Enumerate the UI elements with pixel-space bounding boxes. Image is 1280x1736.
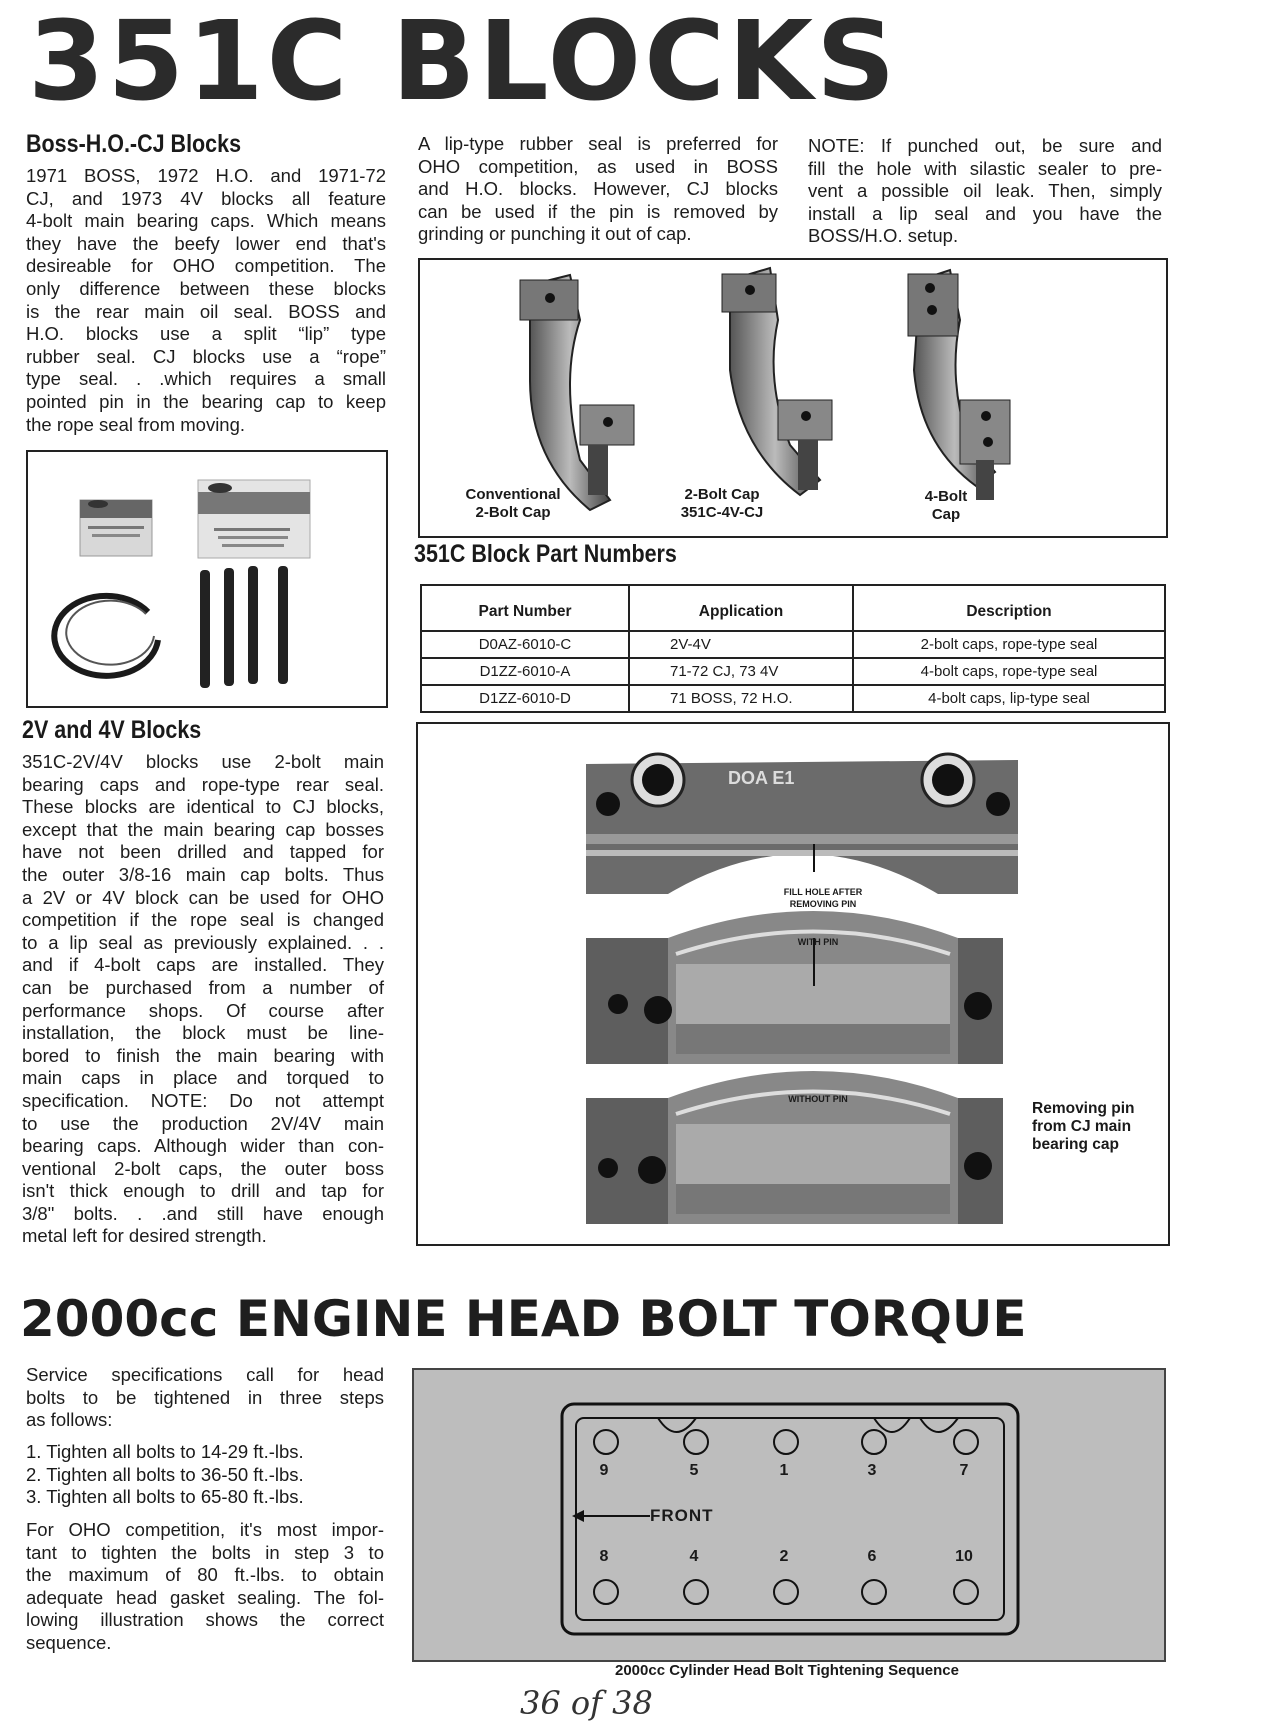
- cap-caption-conventional: Conventional 2-Bolt Cap: [465, 486, 561, 521]
- part-number-cell: D1ZZ-6010-D: [421, 685, 629, 712]
- paragraph-line: tant to tighten the bolts in step 3 to: [26, 1541, 384, 1563]
- block-with-pin: [586, 911, 1003, 1064]
- bolt-hole: [683, 1429, 709, 1455]
- bolt-sequence-number: 2: [779, 1548, 789, 1565]
- paragraph-line: ventional 2-bolt caps, the outer boss: [22, 1157, 384, 1179]
- paragraph-line: 3/8" bolts. . .and still have enough: [22, 1202, 384, 1224]
- description-cell: 4-bolt caps, lip-type seal: [853, 685, 1165, 712]
- 2v-4v-blocks-heading: 2V and 4V Blocks: [22, 716, 202, 744]
- bolt-sequence-number: 10: [955, 1548, 973, 1565]
- table-row: [421, 631, 1165, 658]
- paragraph-line: NOTE: If punched out, be sure and: [808, 135, 1162, 156]
- bolt-sequence-number: 6: [867, 1548, 877, 1565]
- rope-seal: [224, 568, 234, 686]
- conventional-2-bolt-cap: [520, 275, 634, 510]
- paragraph-line: metal left for desired strength.: [22, 1225, 267, 1247]
- paragraph-line: install a lip seal and you have the: [808, 202, 1162, 224]
- application-cell: 71 BOSS, 72 H.O.: [629, 685, 853, 712]
- paragraph-line: CJ, and 1973 4V blocks all feature: [26, 187, 386, 209]
- paragraph-line: bearing caps. Although wider than con-: [22, 1135, 384, 1157]
- paragraph-line: grinding or punching it out of cap.: [418, 223, 692, 245]
- paragraph-line: can be used if the pin is removed by: [418, 200, 778, 222]
- bolt-sequence-number: 3: [867, 1462, 877, 1479]
- description-cell: 2-bolt caps, rope-type seal: [853, 631, 1165, 658]
- paragraph-line: rubber seal. CJ blocks use a “rope”: [26, 345, 386, 367]
- paragraph-line: and H.O. blocks. However, CJ blocks: [418, 178, 778, 200]
- bolt-sequence-number: 5: [689, 1462, 699, 1479]
- paragraph-line: competition if the rope seal is changed: [22, 909, 384, 931]
- bolt-hole: [861, 1579, 887, 1605]
- handwritten-page-number: 36 of 38: [520, 1684, 653, 1722]
- bolt-hole: [773, 1429, 799, 1455]
- torque-closing-paragraph: [26, 1519, 384, 1655]
- bolt-hole: [953, 1579, 979, 1605]
- bolt-hole: [683, 1579, 709, 1605]
- paragraph-line: the maximum of 80 ft.-lbs. to obtain: [26, 1564, 384, 1586]
- table-header-row: [421, 585, 1165, 631]
- table-row: [421, 658, 1165, 685]
- paragraph-line: specification. NOTE: Do not attempt: [22, 1089, 384, 1111]
- paragraph-line: vent a possible oil leak. Then, simply: [808, 180, 1162, 202]
- paragraph-line: isn't thick enough to drill and tap for: [22, 1180, 384, 1202]
- pin-removal-figure: [416, 722, 1170, 1246]
- page-title: 351C BLOCKS: [28, 0, 899, 125]
- boss-ho-cj-heading: Boss-H.O.-CJ Blocks: [26, 130, 242, 158]
- head-bolt-torque-heading: 2000cc ENGINE HEAD BOLT TORQUE: [20, 1290, 1027, 1348]
- paragraph-line: adequate head gasket sealing. The fol-: [26, 1586, 384, 1608]
- note-paragraph: [808, 135, 1162, 248]
- paragraph-line: and if 4-bolt caps are installed. They: [22, 954, 384, 976]
- bolt-sequence-number: 9: [599, 1462, 609, 1479]
- head-bolt-diagram: [412, 1368, 1166, 1662]
- paragraph-line: as follows:: [26, 1409, 113, 1431]
- paragraph-line: sequence.: [26, 1631, 112, 1653]
- seal-kit-illustration: [28, 452, 386, 706]
- paragraph-line: except that the main bearing cap bosses: [22, 818, 384, 840]
- paragraph-line: main caps in place and torqued to: [22, 1067, 384, 1089]
- part-numbers-heading: 351C Block Part Numbers: [414, 540, 677, 568]
- application-cell: 71-72 CJ, 73 4V: [629, 658, 853, 685]
- pin-removal-illustration: [418, 724, 1168, 1244]
- paragraph-line: lowing illustration shows the correct: [26, 1609, 384, 1631]
- bolt-sequence-number: 7: [959, 1462, 969, 1479]
- paragraph-line: OHO competition, as used in BOSS: [418, 155, 778, 177]
- 2-bolt-cap-351c-4v-cj: [722, 268, 832, 495]
- cj-main-bearing-cap: [586, 754, 1018, 894]
- paragraph-line: bearing caps and rope-type rear seal.: [22, 773, 384, 795]
- bolt-hole: [593, 1579, 619, 1605]
- bolt-hole: [953, 1429, 979, 1455]
- ford-logo: [88, 500, 108, 508]
- paragraph-line: desireable for OHO competition. The: [26, 255, 386, 277]
- boss-ho-cj-paragraph: [26, 165, 386, 436]
- column-header: Description: [853, 585, 1165, 631]
- cap-caption-2-bolt-cj: 2-Bolt Cap 351C-4V-CJ: [680, 486, 764, 521]
- paragraph-line: 4-bolt main bearing caps. Which means: [26, 210, 386, 232]
- paragraph-line: to a lip seal as previously explained. . .: [22, 931, 384, 953]
- paragraph-line: Service specifications call for head: [26, 1364, 384, 1385]
- paragraph-line: type seal. . .which requires a small: [26, 368, 386, 390]
- bolt-hole: [773, 1579, 799, 1605]
- table-row: [421, 685, 1165, 712]
- paragraph-line: to use the production 2V/4V main: [22, 1112, 384, 1134]
- bolt-hole: [861, 1429, 887, 1455]
- rope-seal: [248, 566, 258, 684]
- 4-bolt-cap: [908, 270, 1010, 500]
- pin-removal-caption: Removing pin from CJ main bearing cap: [1032, 1100, 1135, 1153]
- paragraph-line: the rope seal from moving.: [26, 413, 246, 435]
- paragraph-line: These blocks are identical to CJ blocks,: [22, 796, 384, 818]
- paragraph-line: installation, the block must be line-: [22, 1022, 384, 1044]
- paragraph-line: they have the beefy lower end that's: [26, 232, 386, 254]
- torque-steps-list: [26, 1441, 384, 1509]
- paragraph-line: only difference between these blocks: [26, 277, 386, 299]
- without-pin-label: WITHOUT PIN: [788, 1094, 848, 1104]
- paragraph-line: fill the hole with silastic sealer to pre-: [808, 157, 1162, 179]
- front-label: FRONT: [650, 1506, 714, 1525]
- paragraph-line: pointed pin in the bearing cap to keep: [26, 390, 386, 412]
- column-header: Part Number: [421, 585, 629, 631]
- paragraph-line: For OHO competition, it's most impor-: [26, 1519, 384, 1540]
- paragraph-line: A lip-type rubber seal is preferred for: [418, 133, 778, 154]
- rope-seal: [278, 566, 288, 684]
- part-numbers-table: [420, 584, 1166, 713]
- paragraph-line: 351C-2V/4V blocks use 2-bolt main: [22, 751, 384, 772]
- paragraph-line: the outer 3/8-16 main cap bolts. Thus: [22, 863, 384, 885]
- cap-caption-4-bolt: 4-Bolt Cap: [924, 488, 968, 523]
- torque-step: 2. Tighten all bolts to 36-50 ft.-lbs.: [26, 1463, 304, 1485]
- lip-seal-paragraph: [418, 133, 778, 246]
- head-diagram-caption: 2000cc Cylinder Head Bolt Tightening Sequence: [615, 1662, 959, 1679]
- 2v-4v-blocks-paragraph: [22, 751, 384, 1248]
- paragraph-line: BOSS/H.O. setup.: [808, 225, 959, 247]
- with-pin-label: WITH PIN: [797, 937, 839, 947]
- ford-logo: [208, 483, 232, 493]
- paragraph-line: is the rear main oil seal. BOSS and: [26, 300, 386, 322]
- cylinder-head-outline: [414, 1370, 1164, 1660]
- torque-intro-paragraph: [26, 1364, 384, 1432]
- packet-label-band: [198, 492, 310, 514]
- application-cell: 2V-4V: [629, 631, 853, 658]
- bolt-sequence-number: 4: [689, 1548, 699, 1565]
- paragraph-line: a 2V or 4V block can be used for OHO: [22, 886, 384, 908]
- paragraph-line: bored to finish the main bearing with: [22, 1044, 384, 1066]
- casting-mark: DOA E1: [728, 768, 795, 788]
- part-number-cell: D1ZZ-6010-A: [421, 658, 629, 685]
- part-number-cell: D0AZ-6010-C: [421, 631, 629, 658]
- torque-step: 3. Tighten all bolts to 65-80 ft.-lbs.: [26, 1486, 304, 1508]
- torque-step: 1. Tighten all bolts to 14-29 ft.-lbs.: [26, 1441, 304, 1462]
- paragraph-line: have not been drilled and tapped for: [22, 841, 384, 863]
- seal-kit-photo: [26, 450, 388, 708]
- paragraph-line: can be purchased from a number of: [22, 976, 384, 998]
- bolt-sequence-number: 8: [599, 1548, 609, 1565]
- bolt-hole: [593, 1429, 619, 1455]
- bearing-caps-figure: [418, 258, 1168, 538]
- fill-hole-label: FILL HOLE AFTER REMOVING PIN: [783, 887, 863, 909]
- paragraph-line: 1971 BOSS, 1972 H.O. and 1971-72: [26, 165, 386, 186]
- rope-seal: [200, 570, 210, 688]
- paragraph-line: performance shops. Of course after: [22, 999, 384, 1021]
- paragraph-line: bolts to be tightened in three steps: [26, 1386, 384, 1408]
- description-cell: 4-bolt caps, rope-type seal: [853, 658, 1165, 685]
- column-header: Application: [629, 585, 853, 631]
- bolt-sequence-number: 1: [779, 1462, 789, 1479]
- paragraph-line: H.O. blocks use a split “lip” type: [26, 323, 386, 345]
